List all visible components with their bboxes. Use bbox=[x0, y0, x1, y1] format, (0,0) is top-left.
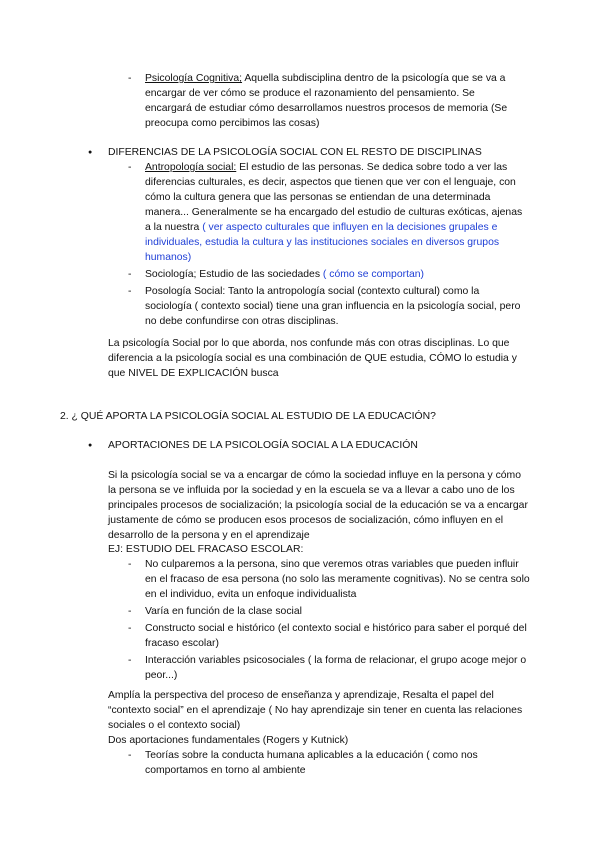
list-item: - Constructo social e histórico (el contexto social e histórico para saber el porqué del fracaso escolar) bbox=[128, 621, 530, 651]
heading-section-2: 2. ¿ QUÉ APORTA LA PSICOLOGÍA SOCIAL AL ESTUDIO DE LA EDUCACIÓN? bbox=[60, 411, 436, 422]
heading-diferencias-text: DIFERENCIAS DE LA PSICOLOGÍA SOCIAL CON EL RESTO DE DISCIPLINAS bbox=[108, 147, 482, 158]
list-item bbox=[128, 71, 524, 131]
list-fracaso bbox=[128, 557, 530, 685]
paragraph-diferencias: La psicología Social por lo que aborda, nos confunde más con otras disciplinas. Lo que diferencia a la psicología social es una combinación de QUE estudia, CÓMO lo estudia y que NIVEL DE EXPLICACIÓN busca bbox=[108, 338, 517, 379]
heading-aportaciones bbox=[88, 438, 548, 453]
list-item bbox=[128, 284, 528, 329]
item-text: Posología Social: Tanto la antropología social (contexto cultural) como la sociología ( contexto social) tiene una gran influencia en la psicología social, pero no debe confundirse con otras disciplinas. bbox=[145, 286, 521, 327]
paragraph-perspectiva: Amplía la perspectiva del proceso de enseñanza y aprendizaje, Resalta el papel del “contexto social” en el aprendizaje ( No hay aprendizaje sin tener en cuenta las relaciones sociales o el contexto social) bbox=[108, 690, 523, 731]
term-antropologia: Antropología social: bbox=[145, 162, 237, 173]
list-item bbox=[128, 267, 528, 282]
list-item bbox=[128, 160, 528, 265]
heading-diferencias bbox=[88, 145, 568, 160]
list-diferencias bbox=[128, 160, 528, 331]
list-cognitiva bbox=[128, 71, 524, 133]
item-text: El estudio de las personas. Se dedica sobre todo a ver las diferencias culturales, es decir, aspectos que tienen que ver con el lenguaje, con cómo la cultura genera que las personas se entiendan de una determinada manera... Generalmente se ha encargado del estudio de culturas exóticas, ajenas a la nuestra bbox=[145, 162, 523, 233]
list-item: - No culparemos a la persona, sino que veremos otras variables que pueden influir en el fracaso de esa persona (no solo las meramente cognitivas). No se centra solo en el individuo, evita un enfoque individualista bbox=[128, 557, 530, 602]
paragraph-aportaciones: Dos aportaciones fundamentales (Rogers y Kutnick) bbox=[108, 735, 349, 746]
list-item: - Teorías sobre la conducta humana aplicables a la educación ( como nos comportamos en torno al ambiente bbox=[128, 748, 528, 778]
term-psicologia-cognitiva: Psicología Cognitiva; bbox=[145, 73, 243, 84]
paragraph-socializacion: Si la psicología social se va a encargar de cómo la sociedad influye en la persona y cómo la persona se ve influida por la sociedad y en la escuela se va a llevar a cabo uno de los principales procesos de socialización; la psicología social de la educación se va a encargar justamente de cómo se producen esos procesos de socialización, cómo influyen en el desarrollo de la persona y en el aprendizaje bbox=[108, 470, 528, 541]
list-teorias bbox=[128, 748, 528, 780]
list-item: - Varía en función de la clase social bbox=[128, 604, 530, 619]
example-label: EJ: ESTUDIO DEL FRACASO ESCOLAR: bbox=[108, 544, 304, 555]
item-note-blue: ( ver aspecto culturales que influyen en la decisiones grupales e individuales, estudia la cultura y las instituciones sociales en diversos grupos humanos) bbox=[145, 222, 500, 263]
item-text: Sociología; Estudio de las sociedades bbox=[145, 269, 321, 280]
list-item: - Interacción variables psicosociales ( la forma de relacionar, el grupo acoge mejor o peor...) bbox=[128, 653, 530, 683]
heading-aportaciones-text: APORTACIONES DE LA PSICOLOGÍA SOCIAL A LA EDUCACIÓN bbox=[108, 440, 418, 451]
item-text: Aquella subdisciplina dentro de la psicología que se va a encargar de ver cómo se produce el razonamiento del pensamiento. Se encargará de estudiar cómo desarrollamos nuestros procesos de memoria (Se preocupa como percibimos las cosas) bbox=[145, 73, 508, 129]
item-note-blue: ( cómo se comportan) bbox=[320, 269, 424, 280]
